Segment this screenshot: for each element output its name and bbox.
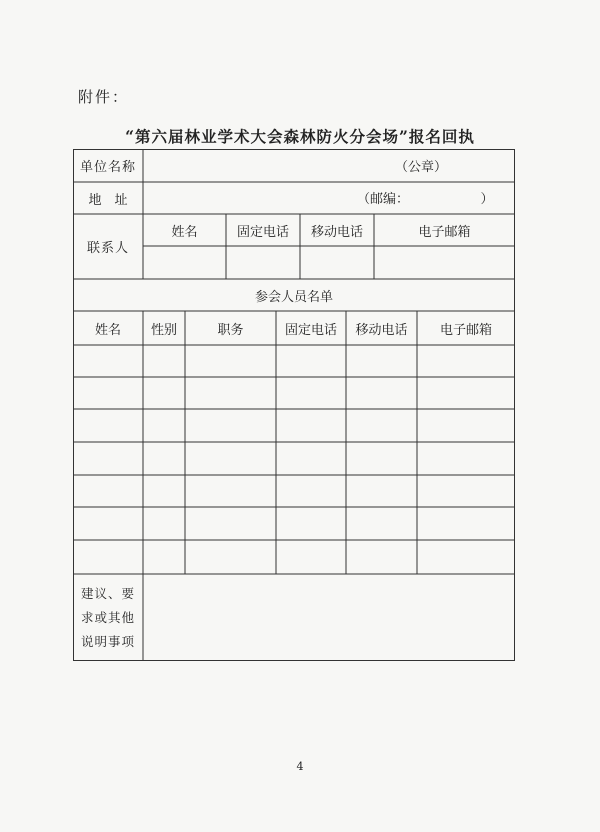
table-row[interactable] bbox=[73, 475, 515, 507]
contact-col-name: 姓名 bbox=[171, 224, 198, 240]
address-field[interactable] bbox=[143, 182, 515, 214]
attachment-label: 附件： bbox=[78, 88, 130, 106]
attendees-heading: 参会人员名单 bbox=[254, 289, 333, 305]
attendee-col-position: 职务 bbox=[217, 322, 244, 338]
attendee-col-email: 电子邮箱 bbox=[439, 322, 492, 338]
registration-form-table bbox=[73, 149, 515, 661]
notes-label-line: 说明事项 bbox=[80, 633, 135, 649]
unit-name-label: 单位名称 bbox=[79, 160, 136, 175]
contact-col-email: 电子邮箱 bbox=[418, 224, 471, 240]
attendee-col-name: 姓名 bbox=[94, 322, 121, 338]
attendee-col-landline: 固定电话 bbox=[284, 322, 337, 338]
contact-col-mobile: 移动电话 bbox=[310, 224, 363, 240]
notes-label bbox=[73, 574, 143, 661]
contact-email-field[interactable] bbox=[374, 246, 515, 279]
notes-field[interactable] bbox=[143, 574, 515, 661]
table-row[interactable] bbox=[73, 377, 515, 409]
seal-note: （公章） bbox=[395, 160, 448, 175]
table-row[interactable] bbox=[73, 409, 515, 442]
attendee-col-mobile: 移动电话 bbox=[355, 322, 408, 338]
contact-name-field[interactable] bbox=[143, 246, 226, 279]
contact-person-label: 联系人 bbox=[86, 241, 129, 256]
attendee-col-gender: 性别 bbox=[150, 322, 177, 338]
contact-mobile-field[interactable] bbox=[300, 246, 374, 279]
form-title: “第六届林业学术大会森林防火分会场”报名回执 bbox=[125, 127, 475, 146]
table-row[interactable] bbox=[73, 442, 515, 475]
notes-label-line: 求或其他 bbox=[80, 609, 135, 625]
contact-col-landline: 固定电话 bbox=[236, 224, 289, 240]
table-row[interactable] bbox=[73, 345, 515, 377]
page-number: 4 bbox=[296, 760, 304, 773]
address-label: 地 址 bbox=[88, 192, 128, 208]
table-row[interactable] bbox=[73, 540, 515, 574]
table-row[interactable] bbox=[73, 507, 515, 540]
contact-landline-field[interactable] bbox=[226, 246, 300, 279]
notes-label-line: 建议、要 bbox=[80, 585, 135, 601]
postcode-note: （邮编： ） bbox=[357, 192, 494, 207]
unit-name-field[interactable] bbox=[143, 149, 515, 182]
attendee-rows bbox=[73, 345, 515, 574]
